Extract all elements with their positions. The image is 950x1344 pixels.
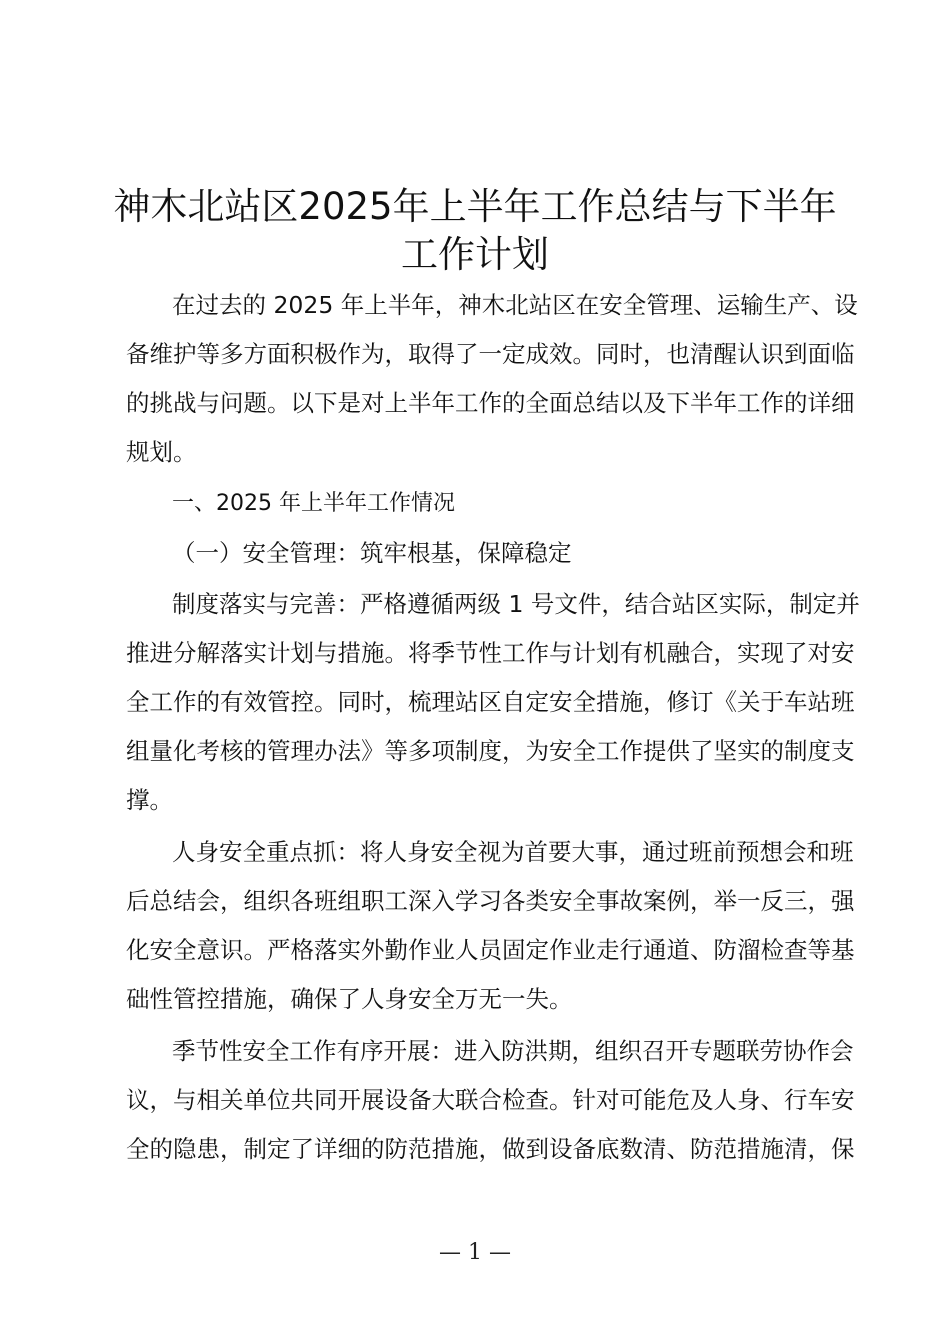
paragraph-line: 全的隐患，制定了详细的防范措施，做到设备底数清、防范措施清，保: [126, 1135, 855, 1163]
paragraph-line: 的挑战与问题。以下是对上半年工作的全面总结以及下半年工作的详细: [126, 389, 855, 417]
document-title-line-2: 工作计划: [401, 233, 549, 276]
paragraph-line: 规划。: [126, 438, 197, 466]
paragraph-line: 人身安全重点抓：将人身安全视为首要大事，通过班前预想会和班: [172, 838, 854, 866]
page-number: — 1 —: [439, 1240, 511, 1265]
paragraph-line: 础性管控措施，确保了人身安全万无一失。: [126, 985, 573, 1013]
paragraph-line: 议，与相关单位共同开展设备大联合检查。针对可能危及人身、行车安: [126, 1086, 855, 1114]
paragraph-line: 撑。: [126, 786, 173, 814]
paragraph-line: 季节性安全工作有序开展：进入防洪期，组织召开专题联劳协作会: [172, 1037, 854, 1065]
paragraph-line: 组量化考核的管理办法》等多项制度，为安全工作提供了坚实的制度支: [126, 737, 855, 765]
document-title-line-1: 神木北站区2025年上半年工作总结与下半年: [113, 185, 837, 228]
paragraph-line: 推进分解落实计划与措施。将季节性工作与计划有机融合，实现了对安: [126, 639, 855, 667]
paragraph-line: 备维护等多方面积极作为，取得了一定成效。同时，也清醒认识到面临: [126, 340, 855, 368]
section-heading: 一、2025 年上半年工作情况: [172, 491, 455, 516]
paragraph-line: 在过去的 2025 年上半年，神木北站区在安全管理、运输生产、设: [172, 291, 858, 319]
paragraph-line: 化安全意识。严格落实外勤作业人员固定作业走行通道、防溜检查等基: [126, 936, 855, 964]
paragraph-line: 全工作的有效管控。同时，梳理站区自定安全措施，修订《关于车站班: [126, 688, 855, 716]
paragraph-line: 后总结会，组织各班组职工深入学习各类安全事故案例，举一反三，强: [126, 887, 855, 915]
paragraph-line: 制度落实与完善：严格遵循两级 1 号文件，结合站区实际，制定并: [172, 590, 860, 618]
subsection-heading: （一）安全管理：筑牢根基，保障稳定: [172, 539, 572, 567]
